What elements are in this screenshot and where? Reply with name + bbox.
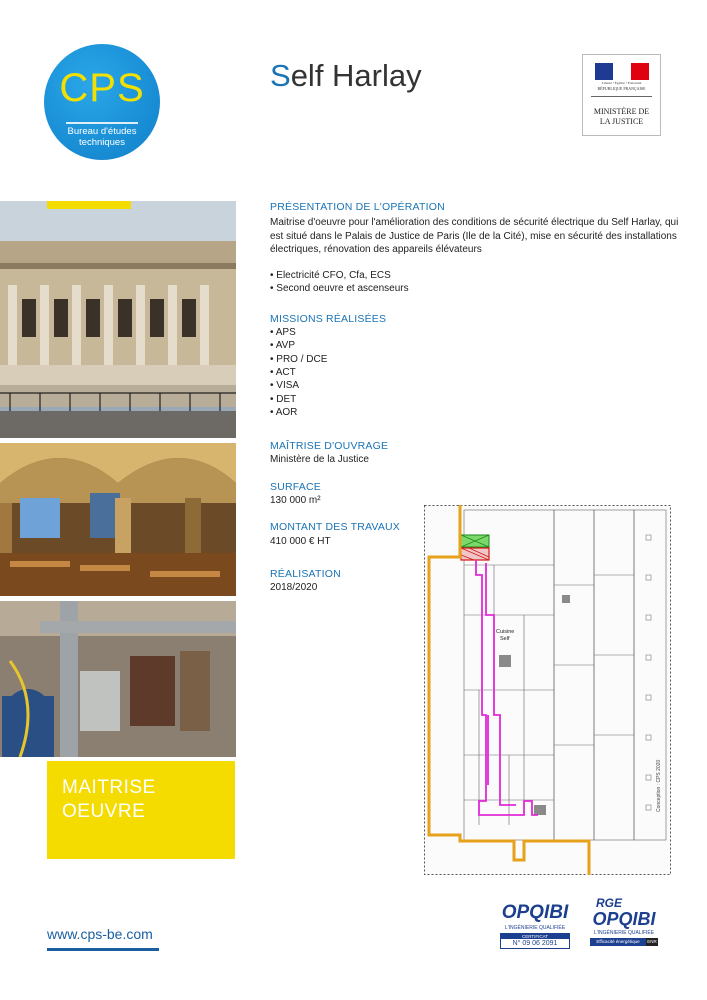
plan-label-kitchen: Cuisine — [496, 629, 515, 635]
cert2-tag: Efficacité énergétique — [590, 938, 646, 946]
website-underline — [47, 948, 159, 951]
website-link[interactable]: www.cps-be.com — [47, 926, 153, 942]
opqibi-certificate-logo — [497, 902, 573, 954]
presentation-text: Maitrise d'oeuvre pour l'amélioration des conditions de sécurité électrique du Self Harlay, qui est situé dans le Palais de Justice de Paris (Ile de la Cité), mise en sécurité des installations électriques, rénovation des appareils élévateurs — [270, 217, 679, 255]
cert1-sub: L'INGÉNIERIE QUALIFIÉE — [504, 925, 566, 931]
title-first-letter: S — [270, 58, 291, 93]
surface-value: 130 000 m² — [270, 495, 321, 507]
rge-opqibi-logo — [588, 896, 660, 954]
ministry-name-line2: LA JUSTICE — [599, 117, 644, 126]
montant-value: 410 000 € HT — [270, 535, 331, 547]
surface-heading: SURFACE — [270, 480, 321, 493]
presentation-heading: PRÉSENTATION DE L'OPÉRATION — [270, 201, 445, 213]
cert2-rge: RGE — [596, 896, 623, 910]
cert2-name: OPQIBI — [592, 909, 656, 929]
realisation-heading: RÉALISATION — [270, 567, 341, 580]
yellow-accent-tab — [47, 201, 131, 209]
ouvrage-value: Ministère de la Justice — [270, 454, 369, 466]
realisation-value: 2018/2020 — [270, 582, 318, 594]
logo-divider — [66, 122, 138, 124]
ministry-divider — [591, 96, 652, 97]
list-item: • ACT — [270, 366, 680, 379]
ministry-name — [585, 107, 658, 127]
banner-line1: MAITRISE — [62, 777, 156, 798]
cert1-number: N° 09 06 2091 — [512, 940, 558, 947]
ministry-motto: Liberté • Égalité • Fraternité — [601, 81, 642, 85]
plan-label-self: Self — [500, 636, 510, 642]
banner-line2: OEUVRE — [62, 801, 146, 822]
list-item: • DET — [270, 393, 680, 406]
list-item: • VISA — [270, 379, 680, 392]
montant-heading: MONTANT DES TRAVAUX — [270, 521, 401, 534]
floor-plan — [424, 505, 671, 875]
cert2-sub: L'INGÉNIERIE QUALIFIÉE — [593, 930, 655, 936]
logo-subtitle: Bureau d'études techniques — [67, 126, 137, 148]
list-item: • APS — [270, 326, 680, 339]
page-title — [270, 58, 422, 94]
list-item: • PRO / DCE — [270, 353, 680, 366]
cert1-name: OPQIBI — [501, 902, 569, 923]
list-item: • Second oeuvre et ascenseurs — [270, 282, 680, 295]
ministry-republic: RÉPUBLIQUE FRANÇAISE — [597, 86, 646, 91]
photo-self-interior — [0, 443, 236, 596]
cps-logo — [44, 44, 160, 160]
photo-technical-room — [0, 601, 236, 757]
ministry-logo — [582, 54, 661, 136]
cert2-enr: ENR — [647, 939, 657, 944]
title-rest: elf Harlay — [290, 58, 422, 93]
french-flag-icon — [595, 63, 649, 80]
maitrise-oeuvre-banner — [47, 761, 235, 859]
list-item: • AOR — [270, 406, 680, 419]
presentation-list — [270, 269, 680, 296]
ouvrage-heading: MAÎTRISE D'OUVRAGE — [270, 440, 389, 453]
missions-list — [270, 326, 680, 419]
plan-credit: Conception : CPS 2020 — [656, 759, 662, 812]
photo-palais-facade — [0, 201, 236, 438]
logo-text: CPS — [59, 66, 145, 110]
list-item: • Electricité CFO, Cfa, ECS — [270, 269, 680, 282]
ministry-name-line1: MINISTÈRE DE — [593, 107, 650, 116]
missions-heading: MISSIONS RÉALISÉES — [270, 312, 387, 325]
cert1-label: CERTIFICAT — [501, 934, 569, 939]
list-item: • AVP — [270, 339, 680, 352]
